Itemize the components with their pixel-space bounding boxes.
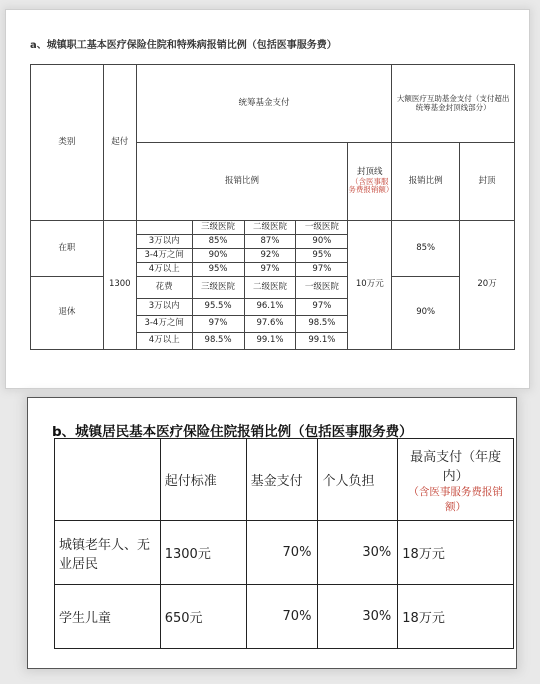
header-deductible-standard: 起付标准 <box>160 439 246 521</box>
ratio-cell: 99.1% <box>244 333 296 350</box>
ratio-cell: 85% <box>192 235 244 249</box>
major-cap-value: 20万 <box>460 221 515 350</box>
deductible-cell: 650元 <box>160 585 246 649</box>
table-b-title: b、城镇居民基本医疗保险住院报销比例（包括医事服务费） <box>52 424 413 440</box>
expense-range: 3万以内 <box>136 299 192 316</box>
max-pay-cell: 18万元 <box>398 521 514 585</box>
ratio-cell: 98.5% <box>296 316 348 333</box>
group-name-retired: 退休 <box>31 277 104 350</box>
row-name: 城镇老年人、无业居民 <box>55 521 161 585</box>
ratio-cell: 97% <box>244 263 296 277</box>
ratio-cell: 97% <box>296 299 348 316</box>
expense-range: 3-4万之间 <box>136 316 192 333</box>
hospital-level: 二级医院 <box>244 277 296 299</box>
expense-label: 花费 <box>136 277 192 299</box>
employee-insurance-table <box>30 64 515 350</box>
header-fund: 基金支付 <box>246 439 318 521</box>
header-fund-payment: 统筹基金支付 <box>136 65 392 143</box>
fund-cell: 70% <box>246 585 318 649</box>
hospital-level: 二级医院 <box>244 221 296 235</box>
ratio-cell: 92% <box>244 249 296 263</box>
header-category: 类别 <box>31 65 104 221</box>
hospital-level: 三级医院 <box>192 221 244 235</box>
ratio-cell: 95.5% <box>192 299 244 316</box>
hospital-level: 一级医院 <box>296 277 348 299</box>
expense-range: 3-4万之间 <box>136 249 192 263</box>
header-max-pay <box>398 439 514 521</box>
expense-range: 4万以上 <box>136 263 192 277</box>
major-ratio-retired: 90% <box>392 277 460 350</box>
ratio-cell: 95% <box>192 263 244 277</box>
header-major-ratio: 报销比例 <box>392 143 460 221</box>
header-major-cap: 封顶 <box>460 143 515 221</box>
major-ratio-active: 85% <box>392 221 460 277</box>
hospital-level: 一级医院 <box>296 221 348 235</box>
deductible-cell: 1300元 <box>160 521 246 585</box>
hospital-level: 三级医院 <box>192 277 244 299</box>
header-major-illness: 大额医疗互助基金支付（支付超出统筹基金封顶线部分） <box>392 65 515 143</box>
ratio-cell: 97% <box>192 316 244 333</box>
blank-header-cell <box>55 439 161 521</box>
row-name: 学生儿童 <box>55 585 161 649</box>
resident-insurance-table <box>54 438 514 649</box>
header-max-pay-label: 最高支付（年度内） <box>410 449 502 484</box>
expense-range: 3万以内 <box>136 235 192 249</box>
ratio-cell: 87% <box>244 235 296 249</box>
personal-cell: 30% <box>318 585 398 649</box>
ratio-cell: 97.6% <box>244 316 296 333</box>
header-reimburse-ratio: 报销比例 <box>136 143 348 221</box>
header-deductible: 起付 <box>103 65 136 221</box>
ratio-cell: 99.1% <box>296 333 348 350</box>
ratio-cell: 95% <box>296 249 348 263</box>
ratio-cell: 90% <box>192 249 244 263</box>
table-card-resident <box>27 397 517 669</box>
header-max-pay-note: （含医事服务费报销额） <box>408 485 503 513</box>
personal-cell: 30% <box>318 521 398 585</box>
header-personal: 个人负担 <box>318 439 398 521</box>
table-card-employee <box>6 10 529 388</box>
max-pay-cell: 18万元 <box>398 585 514 649</box>
group-name-active: 在职 <box>31 221 104 277</box>
header-cap-label: 封顶线 <box>357 166 383 177</box>
cap-value: 10万元 <box>348 221 392 350</box>
ratio-cell: 98.5% <box>192 333 244 350</box>
ratio-cell: 96.1% <box>244 299 296 316</box>
deductible-value: 1300 <box>103 221 136 350</box>
expense-range: 4万以上 <box>136 333 192 350</box>
ratio-cell: 97% <box>296 263 348 277</box>
table-a-title: a、城镇职工基本医疗保险住院和特殊病报销比例（包括医事服务费） <box>30 40 337 51</box>
ratio-cell: 90% <box>296 235 348 249</box>
header-cap <box>348 143 392 221</box>
blank-cell <box>136 221 192 235</box>
header-cap-note: （含医事服务费报销额） <box>348 176 394 195</box>
fund-cell: 70% <box>246 521 318 585</box>
